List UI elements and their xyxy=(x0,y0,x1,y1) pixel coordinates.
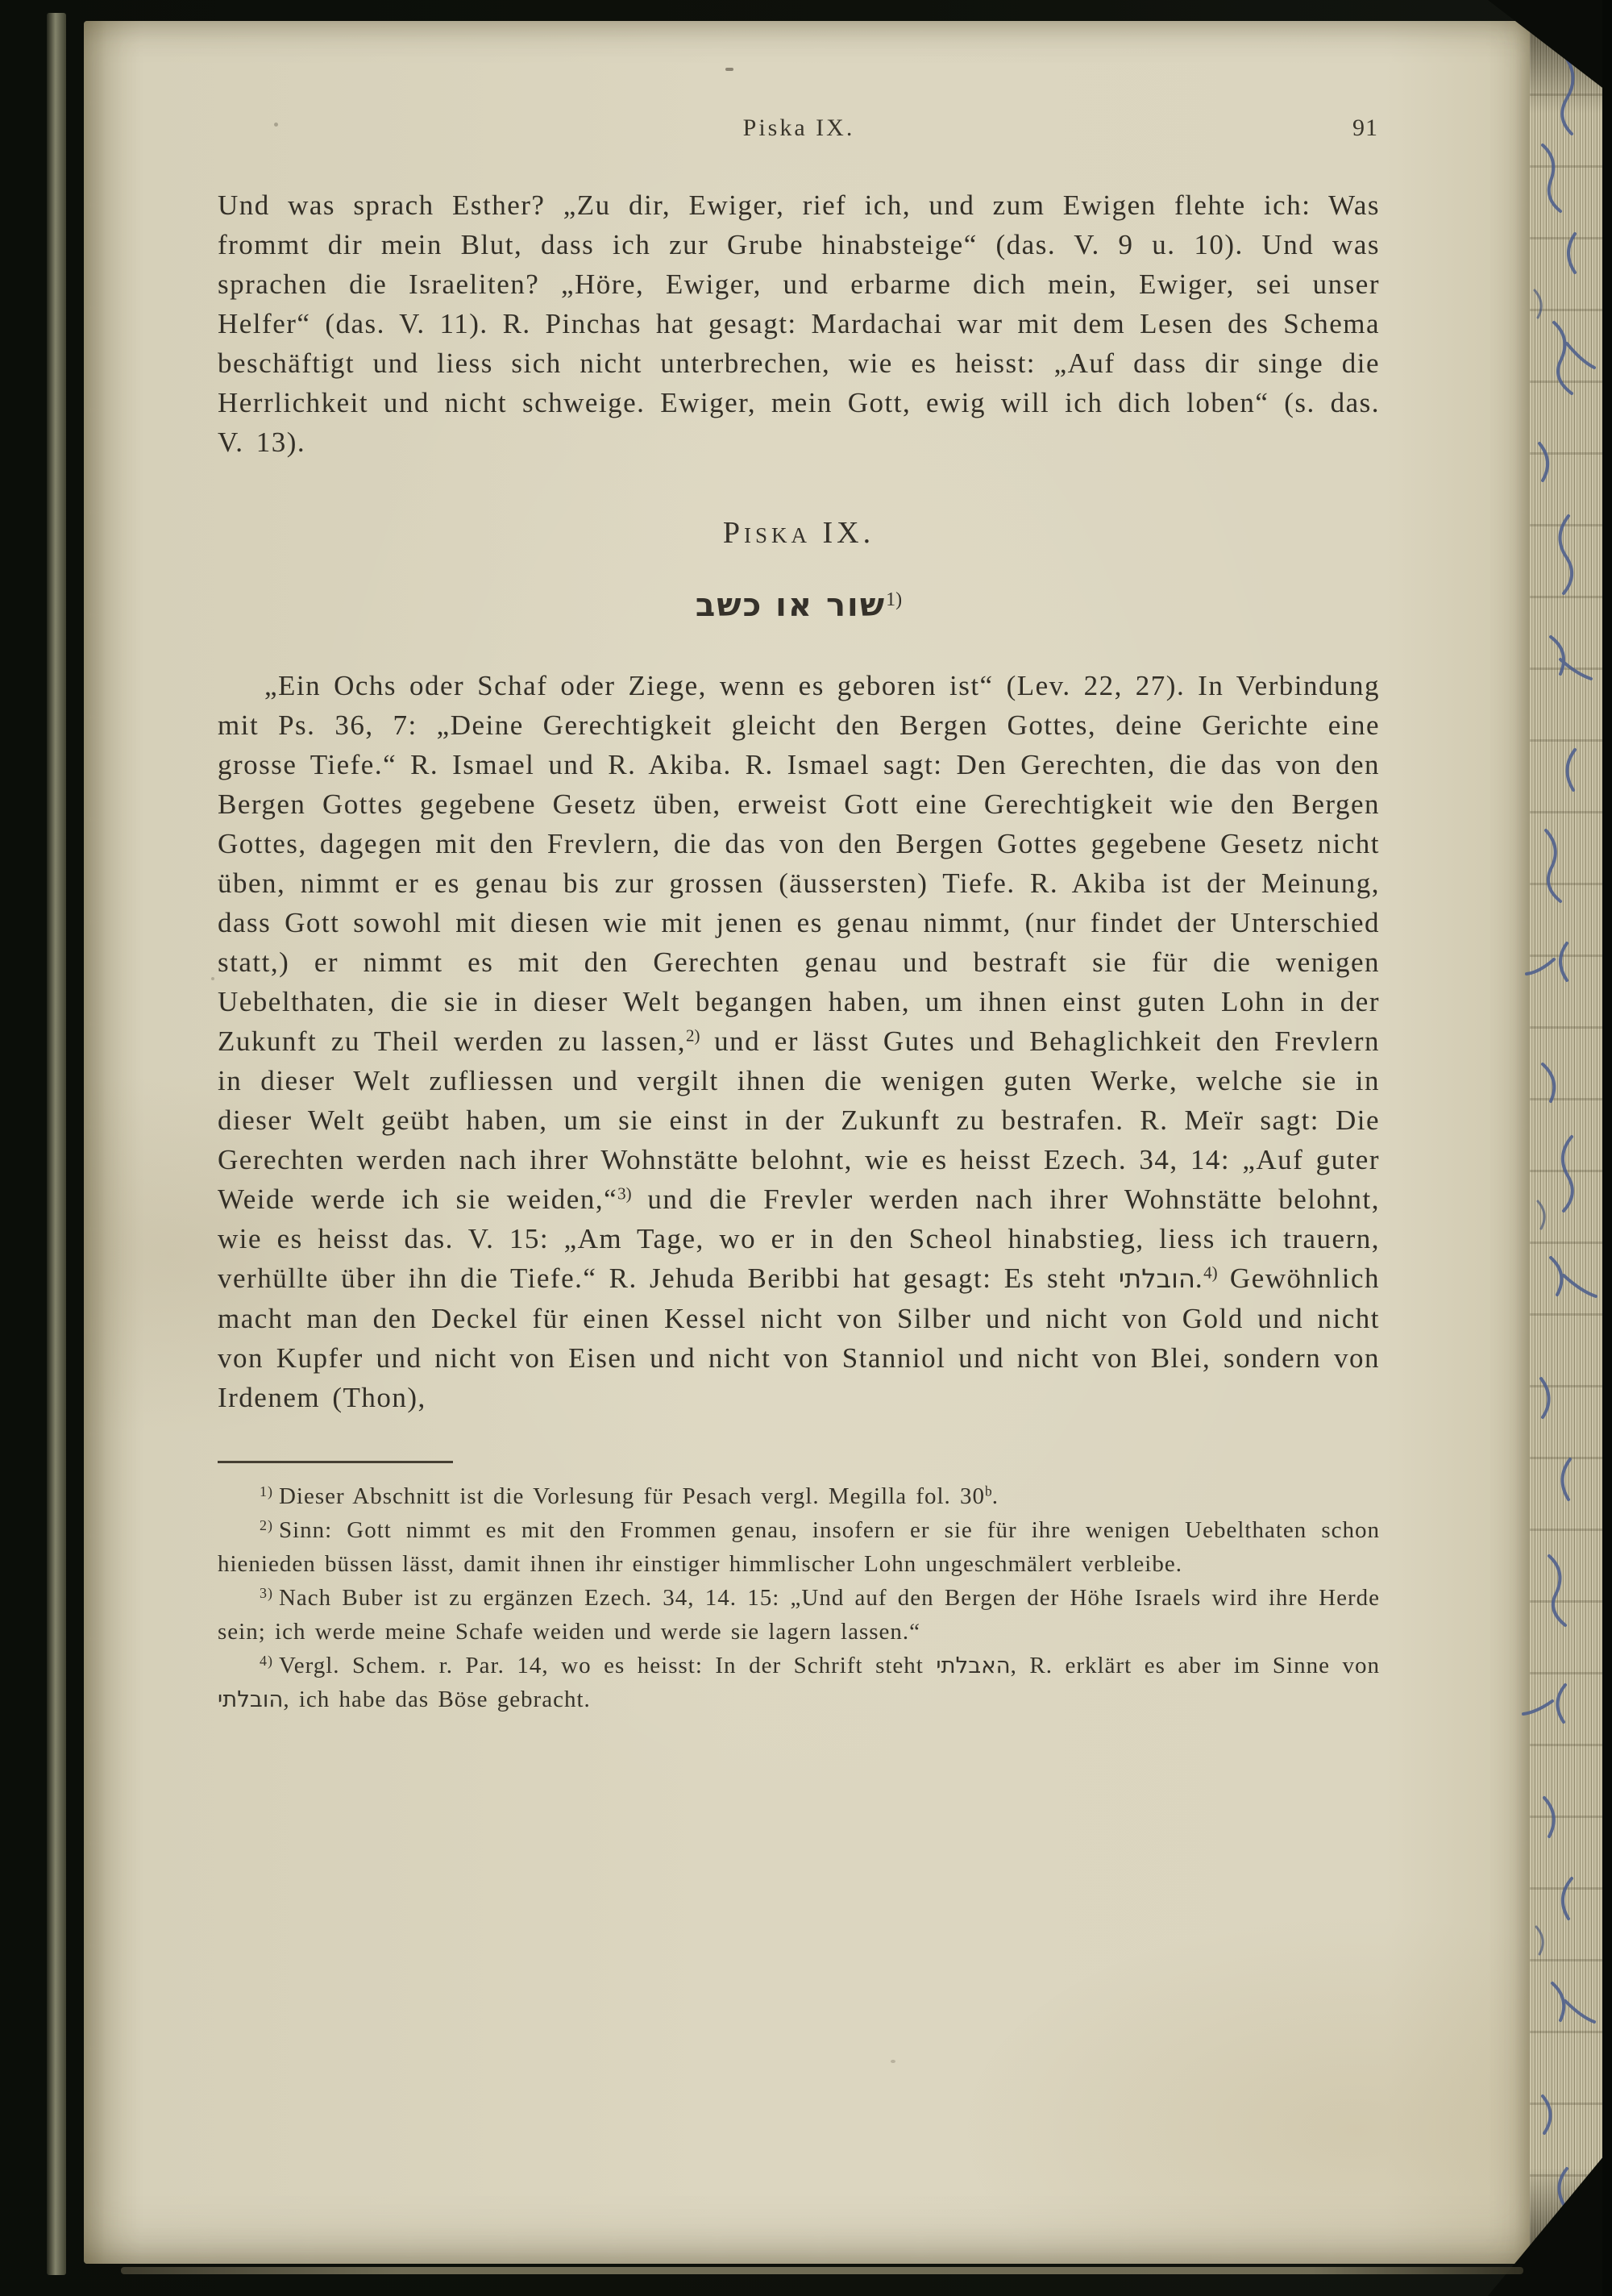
paragraph-segment: . xyxy=(1194,1262,1204,1294)
dust-speck xyxy=(211,977,214,980)
footnote-text: , R. erklärt es aber im Sinne von xyxy=(1010,1653,1381,1678)
paragraph-segment: Gewöhnlich macht man den Deckel für einen Kessel nicht von Silber und nicht von Gold und nicht von Kupfer und nicht von Eisen und nicht von Stanniol und nicht von Blei, sondern von Irdenem (Thon), xyxy=(218,1262,1380,1413)
footnote-text: Sinn: Gott nimmt es mit den Frommen genau, insofern er sie für ihre wenigen Uebelthaten schon hienieden büssen lässt, damit ihnen ihr einstiger himmlischer Lohn ungeschmälert verbleibe. xyxy=(218,1517,1380,1577)
footnote-ref-2: 2) xyxy=(685,1025,700,1046)
footnote-3 xyxy=(218,1581,1380,1649)
hebrew-title-text: שור או כשב xyxy=(695,587,887,624)
hebrew-word-footnote: האבלתי xyxy=(936,1653,1011,1678)
paragraph-segment: und er lässt Gutes und Behaglichkeit den Frevlern in dieser Welt zufliessen und vergilt ihnen die wenigen guten Werke, welche sie in dieser Welt geübt haben, um sie einst in der Zukunft zu bestrafen. R. Meïr sagt: Die Gerechten werden nach ihrer Wohnstätte belohnt, wie es heisst Ezech. 34, 14: „Auf guter Weide werde ich sie weiden,“ xyxy=(218,1025,1381,1215)
text-block xyxy=(84,21,1530,1716)
footnote-marker-2: 2) xyxy=(260,1517,273,1534)
footnote-marker-4: 4) xyxy=(260,1653,273,1670)
page-number: 91 xyxy=(1352,114,1378,141)
gutter-page-edges xyxy=(47,13,66,2275)
bottom-page-edge xyxy=(121,2267,1523,2274)
footnote-text: Nach Buber ist zu ergänzen Ezech. 34, 14. 15: „Und auf den Bergen der Höhe Israels wird ihre Herde sein; ich werde meine Schafe weiden und werde sie lagern lassen.“ xyxy=(218,1585,1380,1645)
book-page xyxy=(84,21,1530,2264)
footnote-text: Dieser Abschnitt ist die Vorlesung für Pesach vergl. Megilla fol. 30 xyxy=(278,1483,986,1509)
footnote-2 xyxy=(218,1513,1380,1581)
dust-speck xyxy=(891,2060,895,2063)
footnotes-block xyxy=(218,1479,1380,1716)
footnote-4 xyxy=(218,1649,1380,1716)
cover-edge-right xyxy=(1602,0,1612,2296)
footnote-separator xyxy=(218,1461,453,1463)
fore-edge-marbling xyxy=(1519,24,1610,2257)
footnote-marker-1: 1) xyxy=(260,1483,273,1500)
dust-speck xyxy=(274,123,278,127)
footnote-ref-1: 1) xyxy=(886,589,903,610)
hebrew-word-inline: הובלתי xyxy=(1118,1263,1195,1294)
footnote-text: Vergl. Schem. r. Par. 14, wo es heisst: In der Schrift steht xyxy=(278,1653,937,1678)
paragraph-continuation: Und was sprach Esther? „Zu dir, Ewiger, rief ich, und zum Ewigen flehte ich: Was frommt dir mein Blut, dass ich zur Grube hinabsteige“ (das. V. 9 u. 10). Und was sprachen die Israeliten? „Höre, Ewiger, und erbarme dich mein, Ewiger, sei unser Helfer“ (das. V. 11). R. Pinchas hat gesagt: Mardachai war mit dem Lesen des Schema beschäftigt und liess sich nicht unterbrechen, wie es heisst: „Auf dass dir singe die Herrlichkeit und nicht schweige. Ewiger, mein Gott, ewig will ich dich loben“ (s. das. V. 13). xyxy=(218,189,1380,458)
footnote-ref-3: 3) xyxy=(617,1183,632,1204)
paragraph-segment: „Ein Ochs oder Schaf oder Ziege, wenn es geboren ist“ (Lev. 22, 27). In Verbindung mit Ps. 36, 7: „Deine Gerechtigkeit gleicht den Bergen Gottes, deine Gerichte eine grosse Tiefe.“ R. Ismael und R. Akiba. R. Ismael sagt: Den Gerechten, die das von den Bergen Gottes gegebene Gesetz üben, erweist Gott eine Gerechtigkeit wie den Bergen Gottes, dagegen mit den Frevlern, die das von den Bergen Gottes gegebene Gesetz nicht üben, nimmt er es genau bis zur grossen (äussersten) Tiefe. R. Akiba ist der Meinung, dass Gott sowohl mit diesen wie mit jenen es genau nimmt, (nur findet der Unterschied statt,) er nimmt es mit den Gerechten genau und bestraft sie für die wenigen Uebelthaten, die sie in dieser Welt begangen haben, um ihnen einst guten Lohn in der Zukunft zu Theil werden zu lassen, xyxy=(218,670,1380,1057)
running-title: Piska IX. xyxy=(742,114,855,141)
folio-superscript: b xyxy=(985,1483,992,1499)
footnote-ref-4: 4) xyxy=(1203,1262,1218,1283)
hebrew-title xyxy=(218,586,1380,624)
footnote-marker-3: 3) xyxy=(260,1585,273,1602)
running-header xyxy=(218,114,1380,148)
hebrew-word-footnote: הובלתי xyxy=(218,1687,284,1712)
paragraph-segment: und die Frevler werden nach ihrer Wohnstätte belohnt, wie es heisst das. V. 15: „Am Tage, wo er in den Scheol hinabstieg, liess ich trauern, verhüllte über ihn die Tiefe.“ R. Jehuda Beribbi hat gesagt: Es steht xyxy=(218,1183,1380,1294)
dust-speck xyxy=(725,68,733,71)
footnote-1 xyxy=(218,1479,1380,1513)
footnote-text: , ich habe das Böse gebracht. xyxy=(283,1687,591,1712)
main-paragraph xyxy=(218,666,1380,1417)
footnote-text: . xyxy=(991,1483,999,1509)
section-heading: Piska IX. xyxy=(722,516,875,550)
